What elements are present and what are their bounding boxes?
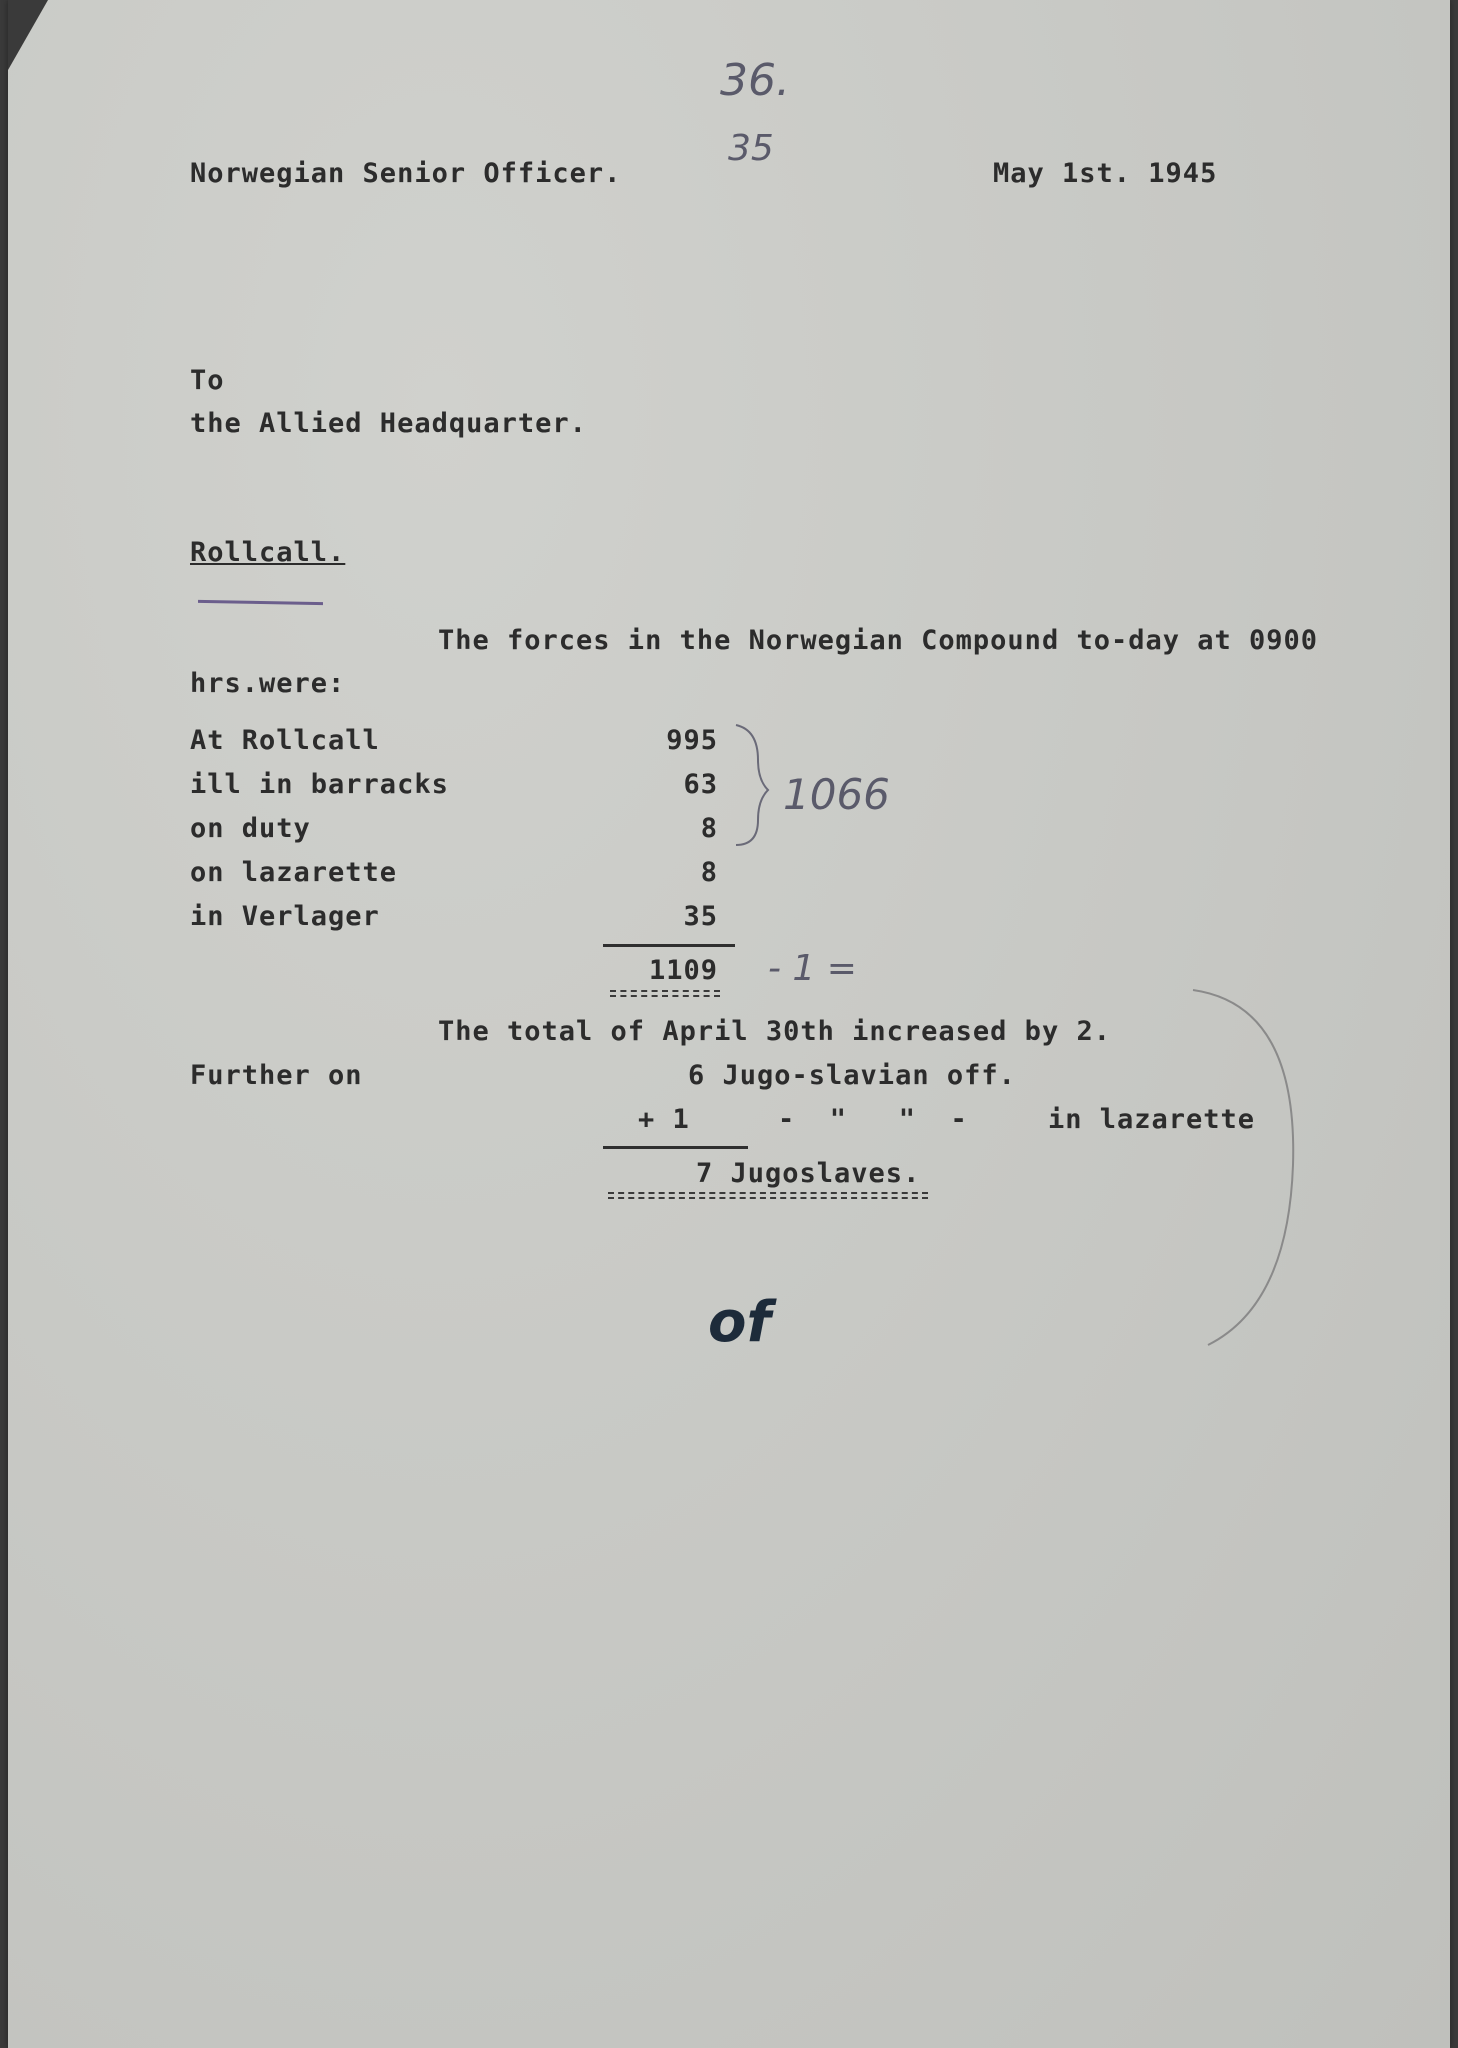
row-label: At Rollcall — [190, 725, 380, 756]
row-label: ill in barracks — [190, 769, 449, 800]
result-double-rule — [608, 1192, 928, 1199]
intro-line-2: hrs.were: — [190, 668, 346, 699]
intro-line-1: The forces in the Norwegian Compound to-day at 0900 — [438, 625, 1319, 656]
row-label: on lazarette — [190, 857, 398, 888]
row-label: on duty — [190, 813, 311, 844]
bracket-note: 1066 — [783, 770, 890, 819]
row-value: 63 — [683, 769, 718, 800]
further-line-1: 6 Jugo-slavian off. — [688, 1060, 1016, 1091]
summary-line: The total of April 30th increased by 2. — [438, 1016, 1111, 1047]
row-value: 35 — [683, 901, 718, 932]
further-rule — [603, 1146, 748, 1149]
row-value: 8 — [700, 857, 718, 888]
document-page — [8, 0, 1450, 2048]
subject: Rollcall. — [190, 537, 346, 568]
row-value: 995 — [666, 725, 718, 756]
further-line-2-ditto: - " " - — [778, 1104, 968, 1135]
total-note: - 1 = — [768, 948, 857, 989]
pencil-arc — [1188, 985, 1308, 1355]
to-label: To — [190, 365, 225, 396]
initials: of — [708, 1290, 771, 1355]
page-corner — [8, 0, 48, 70]
page-number-top: 36. — [720, 55, 790, 106]
page-number-bottom: 35 — [728, 128, 774, 169]
further-line-2-suffix: in lazarette — [1048, 1104, 1256, 1135]
further-line-2-prefix: + 1 — [638, 1104, 690, 1135]
row-value: 8 — [700, 813, 718, 844]
subject-underline — [198, 600, 323, 605]
further-label: Further on — [190, 1060, 363, 1091]
recipient: the Allied Headquarter. — [190, 408, 587, 439]
sender: Norwegian Senior Officer. — [190, 158, 622, 189]
total-value: 1109 — [648, 955, 718, 986]
sum-rule — [603, 944, 735, 947]
further-result: 7 Jugoslaves. — [696, 1158, 921, 1189]
total-double-rule — [610, 990, 720, 997]
row-label: in Verlager — [190, 901, 380, 932]
date: May 1st. 1945 — [993, 158, 1218, 189]
